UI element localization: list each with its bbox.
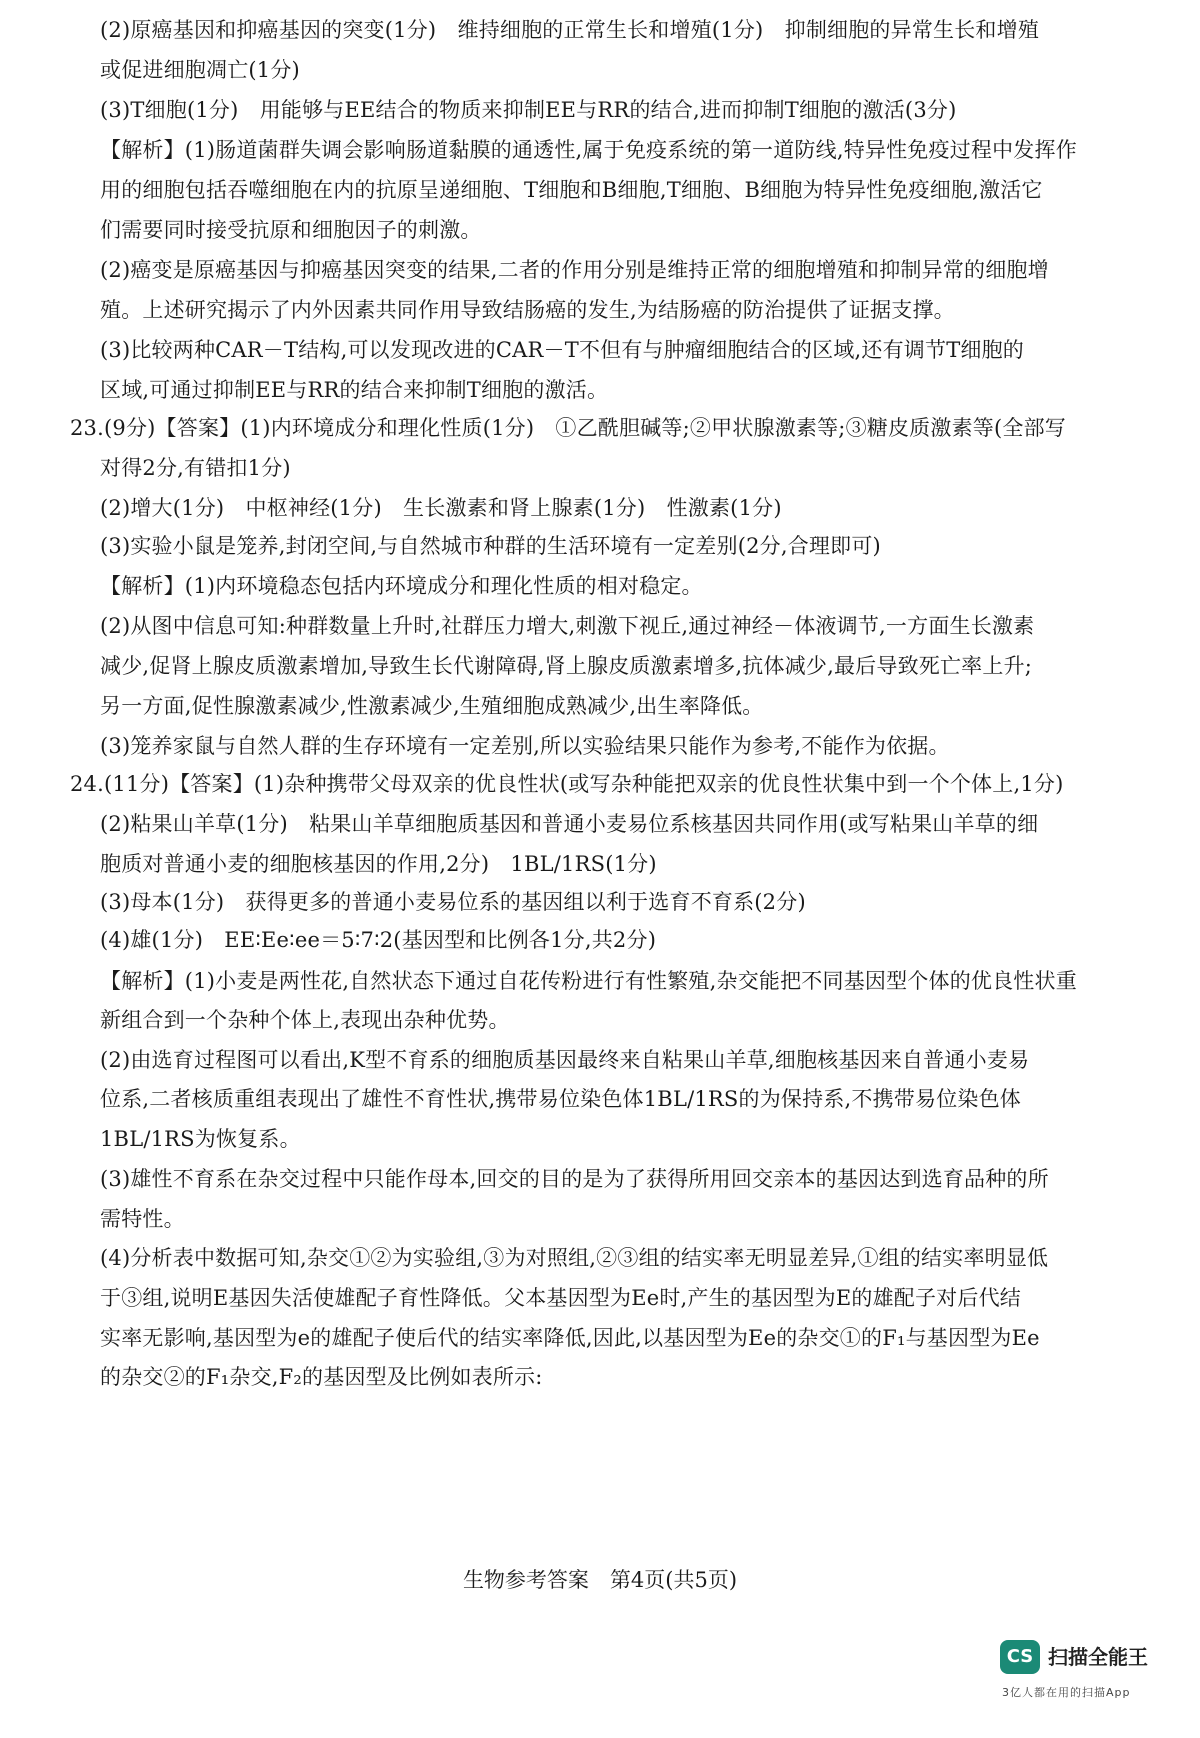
- watermark-subtitle: 3亿人都在用的扫描App: [1002, 1686, 1131, 1699]
- text-line: 殖。上述研究揭示了内外因素共同作用导致结肠癌的发生,为结肠癌的防治提供了证据支撑。: [100, 298, 955, 322]
- text-line: 【解析】(1)肠道菌群失调会影响肠道黏膜的通透性,属于免疫系统的第一道防线,特异性免疫过程中发挥作: [100, 138, 1077, 162]
- text-line: 位系,二者核质重组表现出了雄性不育性状,携带易位染色体1BL/1RS的为保持系,不携带易位染色体: [100, 1087, 1021, 1111]
- text-line: 需特性。: [100, 1207, 185, 1231]
- text-line: 用的细胞包括吞噬细胞在内的抗原呈递细胞、T细胞和B细胞,T细胞、B细胞为特异性免疫细胞,激活它: [100, 178, 1043, 202]
- text-line: 区域,可通过抑制EE与RR的结合来抑制T细胞的激活。: [100, 378, 609, 402]
- text-line: 的杂交②的F₁杂交,F₂的基因型及比例如表所示:: [100, 1365, 543, 1389]
- camscanner-logo-icon: CS: [1000, 1640, 1040, 1674]
- text-line: (4)雄(1分) EE∶Ee∶ee＝5∶7∶2(基因型和比例各1分,共2分): [100, 928, 657, 952]
- page-footer: 生物参考答案 第4页(共5页): [462, 1568, 738, 1592]
- text-line: 实率无影响,基因型为e的雄配子使后代的结实率降低,因此,以基因型为Ee的杂交①的F₁与基因型为Ee: [100, 1326, 1040, 1350]
- text-line: 24.(11分)【答案】(1)杂种携带父母双亲的优良性状(或写杂种能把双亲的优良性状集中到一个个体上,1分): [70, 772, 1064, 796]
- text-line: (2)由选育过程图可以看出,K型不育系的细胞质基因最终来自粘果山羊草,细胞核基因来自普通小麦易: [100, 1048, 1030, 1072]
- text-line: (3)笼养家鼠与自然人群的生存环境有一定差别,所以实验结果只能作为参考,不能作为依据。: [100, 734, 950, 758]
- text-line: 1BL/1RS为恢复系。: [100, 1127, 301, 1151]
- text-line: (3)T细胞(1分) 用能够与EE结合的物质来抑制EE与RR的结合,进而抑制T细胞的激活(3分): [100, 98, 957, 122]
- watermark-title: 扫描全能王: [1048, 1645, 1148, 1669]
- scanner-watermark: [1000, 1640, 1175, 1715]
- text-line: (3)实验小鼠是笼养,封闭空间,与自然城市种群的生活环境有一定差别(2分,合理即可): [100, 534, 881, 558]
- text-line: 对得2分,有错扣1分): [100, 456, 291, 480]
- text-line: 另一方面,促性腺激素减少,性激素减少,生殖细胞成熟减少,出生率降低。: [100, 694, 764, 718]
- text-line: 减少,促肾上腺皮质激素增加,导致生长代谢障碍,肾上腺皮质激素增多,抗体减少,最后导致死亡率上升;: [100, 654, 1033, 678]
- text-line: 于③组,说明E基因失活使雄配子育性降低。父本基因型为Ee时,产生的基因型为E的雄配子对后代结: [100, 1286, 1021, 1310]
- text-line: 【解析】(1)内环境稳态包括内环境成分和理化性质的相对稳定。: [100, 574, 703, 598]
- text-line: 们需要同时接受抗原和细胞因子的刺激。: [100, 218, 482, 242]
- text-line: 【解析】(1)小麦是两性花,自然状态下通过自花传粉进行有性繁殖,杂交能把不同基因型个体的优良性状重: [100, 969, 1077, 993]
- text-line: (3)雄性不育系在杂交过程中只能作母本,回交的目的是为了获得所用回交亲本的基因达到选育品种的所: [100, 1167, 1049, 1191]
- text-line: (2)原癌基因和抑癌基因的突变(1分) 维持细胞的正常生长和增殖(1分) 抑制细胞的异常生长和增殖: [100, 18, 1040, 42]
- text-line: (2)癌变是原癌基因与抑癌基因突变的结果,二者的作用分别是维持正常的细胞增殖和抑制异常的细胞增: [100, 258, 1049, 282]
- text-line: (2)从图中信息可知:种群数量上升时,社群压力增大,刺激下视丘,通过神经－体液调节,一方面生长激素: [100, 614, 1035, 638]
- text-line: (2)粘果山羊草(1分) 粘果山羊草细胞质基因和普通小麦易位系核基因共同作用(或写粘果山羊草的细: [100, 812, 1039, 836]
- text-line: 或促进细胞凋亡(1分): [100, 58, 300, 82]
- text-line: (3)母本(1分) 获得更多的普通小麦易位系的基因组以利于选育不育系(2分): [100, 890, 806, 914]
- text-line: (4)分析表中数据可知,杂交①②为实验组,③为对照组,②③组的结实率无明显差异,①组的结实率明显低: [100, 1246, 1049, 1270]
- text-line: (3)比较两种CAR－T结构,可以发现改进的CAR－T不但有与肿瘤细胞结合的区域,还有调节T细胞的: [100, 338, 1025, 362]
- text-line: 胞质对普通小麦的细胞核基因的作用,2分) 1BL/1RS(1分): [100, 852, 657, 876]
- text-line: 新组合到一个杂种个体上,表现出杂种优势。: [100, 1008, 510, 1032]
- text-line: 23.(9分)【答案】(1)内环境成分和理化性质(1分) ①乙酰胆碱等;②甲状腺激素等;③糖皮质激素等(全部写: [70, 416, 1066, 440]
- text-line: (2)增大(1分) 中枢神经(1分) 生长激素和肾上腺素(1分) 性激素(1分): [100, 496, 782, 520]
